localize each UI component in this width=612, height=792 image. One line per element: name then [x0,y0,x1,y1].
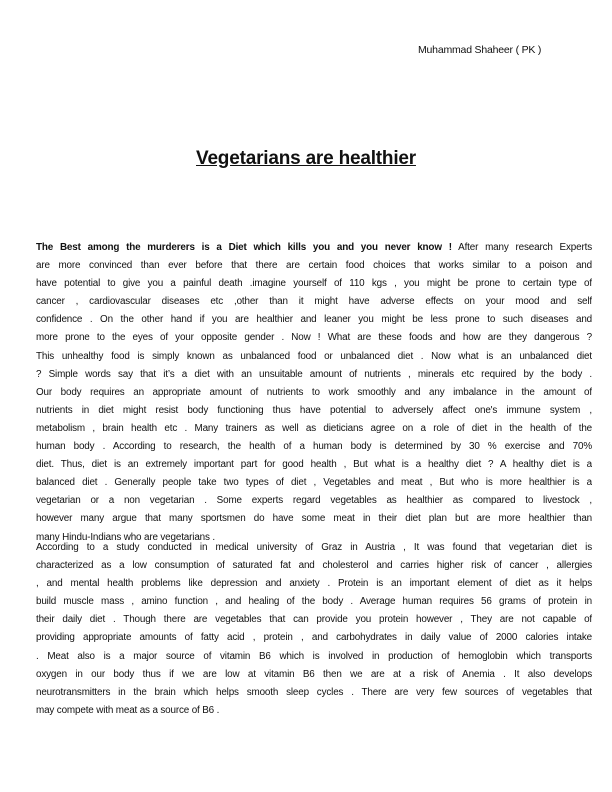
paragraph-line: This unhealthy food is simply known as unbalanced food or unbalanced diet . Now what is an unbalanced diet [36,350,592,362]
paragraph-line: Our body requires an appropriate amount of nutrients to work smoothly and any imbalance in the amount of [36,386,592,398]
paragraph-line: According to a study conducted in medical university of Graz in Austria , It was found that vegetarian diet is [36,542,592,553]
paragraph-1 [36,239,592,547]
paragraph-line: have potential to give you a painful death .imagine yourself of 110 kgs , you might be prone to certain type of [36,278,592,290]
paragraph-line: providing appropriate amounts of fatty acid , protein , and carbohydrates in daily value of 2000 calories intake [36,632,592,644]
paragraph-line: oxygen in our body thus if we are low at vitamin B6 then we are at a risk of Anemia . It also develops [36,668,592,680]
paragraph-line: , and mental health problems like depression and anxiety . Protein is an important element of diet as it helps [36,578,592,590]
paragraph-line [36,239,592,257]
paragraph-line: their daily diet . Though there are vegetables that can provide you protein however , They are not capable of [36,614,592,626]
paragraph-line: human body . According to research, the health of a human body is determined by 30 % exercise and 70% [36,441,592,453]
paragraph-line: confidence . On the other hand if you are healthier and leaner you might be less prone to such diseases and [36,314,592,326]
paragraph-line: may compete with meat as a source of B6 . [36,704,220,716]
paragraph-line: are more convinced than ever before that there are certain food choices that works similar to a poison and [36,260,592,272]
paragraph-2 [36,539,592,720]
paragraph-line: ? Simple words say that it’s a diet with an unsuitable amount of nutrients , minerals etc required by the body . [36,368,592,380]
paragraph-line: characterized as a low consumption of saturated fat and cholesterol and carries higher risk of cancer , allergies [36,560,592,572]
paragraph-line: many Hindu-Indians who are vegetarians . [36,531,215,543]
line-text: After many research Experts [451,242,592,253]
bold-lead: The Best among the murderers is a Diet which kills you and you never know ! [36,242,452,253]
paragraph-line: nutrients in diet might resist body functioning thus have potential to adversely affect one's immune system , [36,404,592,416]
paragraph-line: balanced diet . Generally people take two types of diet , Vegetables and meat , But who is more healthier is a [36,477,592,489]
paragraph-line: cancer , cardiovascular diseases etc ,other than it might have adverse effects on your mood and self [36,296,592,308]
paragraph-line: metabolism , brain health etc . Many trainers as well as dieticians agree on a role of diet in the health of the [36,422,592,434]
paragraph-line: however many argue that many sportsmen do have some meat in their diet plan but are more healthier than [36,513,592,525]
paragraph-line: . Meat also is a major source of vitamin B6 which is involved in production of hemoglobin which transports [36,650,592,662]
author-name: Muhammad Shaheer ( PK ) [418,44,542,56]
paragraph-line: vegetarian or a non vegetarian . Some experts regard vegetables as healthier as compared to livestock , [36,495,592,507]
paragraph-line: build muscle mass , amino function , and healing of the body . Average human requires 56 grams of protein in [36,596,592,608]
paragraph-line: neurotransmitters in the brain which helps smooth sleep cycles . There are very few sources of vegetables that [36,686,592,698]
paragraph-line: diet. Thus, diet is an extremely important part for good health , But what is a healthy diet ? A healthy diet is a [36,459,592,471]
document-title: Vegetarians are healthier [196,148,416,169]
paragraph-line: more prone to the eyes of your opposite gender . Now ! What are these foods and how are they dangerous ? [36,332,592,344]
